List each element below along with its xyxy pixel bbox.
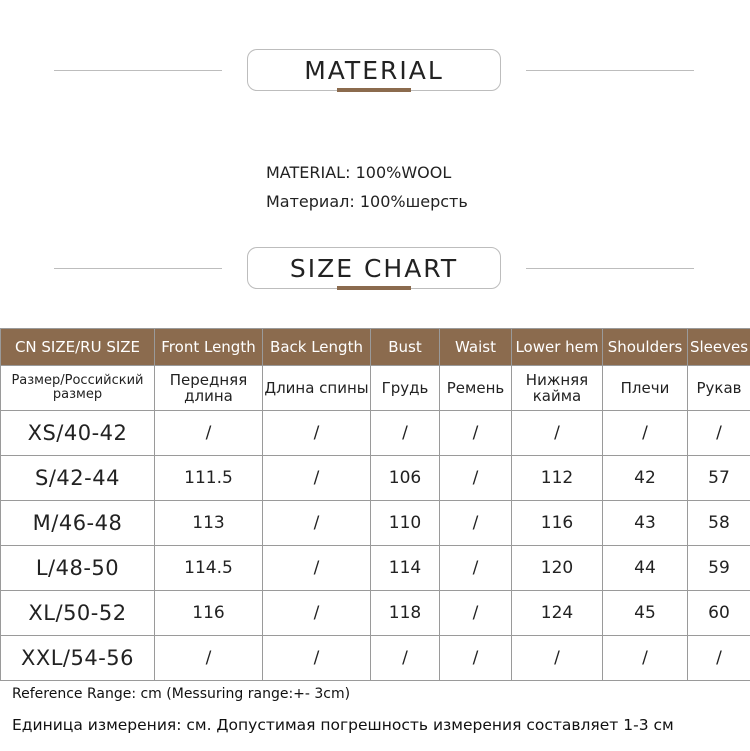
- column-header: CN SIZE/RU SIZE: [1, 329, 155, 366]
- table-cell: 111.5: [155, 456, 263, 501]
- material-title: MATERIAL: [247, 49, 501, 91]
- table-cell: 43: [603, 501, 688, 546]
- table-cell: 114: [371, 546, 440, 591]
- table-cell: XS/40-42: [1, 411, 155, 456]
- table-cell: /: [440, 456, 512, 501]
- table-cell: 118: [371, 591, 440, 636]
- table-cell: /: [512, 411, 603, 456]
- table-cell: /: [155, 636, 263, 681]
- column-header-ru: Нижняя кайма: [512, 366, 603, 411]
- table-cell: /: [440, 546, 512, 591]
- material-value: 100%шерсть: [359, 192, 468, 211]
- divider-left: [54, 70, 222, 71]
- column-header-ru: Передняя длина: [155, 366, 263, 411]
- column-header: Lower hem: [512, 329, 603, 366]
- table-cell: 58: [688, 501, 750, 546]
- column-header-ru: Грудь: [371, 366, 440, 411]
- table-row: [1, 591, 750, 636]
- table-cell: 106: [371, 456, 440, 501]
- size-table: [0, 328, 750, 681]
- size-chart-title: SIZE CHART: [247, 247, 501, 289]
- title-underline: [337, 88, 411, 92]
- table-cell: /: [688, 411, 750, 456]
- column-header: Back Length: [263, 329, 371, 366]
- table-cell: 113: [155, 501, 263, 546]
- divider-right: [526, 268, 694, 269]
- table-cell: 110: [371, 501, 440, 546]
- table-cell: XXL/54-56: [1, 636, 155, 681]
- table-cell: 116: [512, 501, 603, 546]
- material-label: Материал:: [266, 192, 355, 211]
- table-cell: 45: [603, 591, 688, 636]
- table-cell: 57: [688, 456, 750, 501]
- divider-right: [526, 70, 694, 71]
- table-cell: /: [603, 636, 688, 681]
- table-cell: 59: [688, 546, 750, 591]
- table-row: [1, 411, 750, 456]
- table-cell: /: [603, 411, 688, 456]
- table-cell: /: [688, 636, 750, 681]
- header-row-en: [1, 329, 750, 366]
- column-header-ru: Длина спины: [263, 366, 371, 411]
- unit-note-ru: Единица измерения: см. Допустимая погрешность измерения составляет 1-3 см: [12, 716, 674, 734]
- table-row: [1, 636, 750, 681]
- table-cell: /: [440, 636, 512, 681]
- title-underline: [337, 286, 411, 290]
- table-cell: /: [440, 591, 512, 636]
- table-row: [1, 456, 750, 501]
- column-header: Sleeves: [688, 329, 750, 366]
- table-cell: /: [512, 636, 603, 681]
- table-cell: 124: [512, 591, 603, 636]
- table-cell: /: [263, 456, 371, 501]
- material-header: [0, 49, 750, 93]
- material-label: MATERIAL:: [266, 163, 351, 182]
- table-cell: 114.5: [155, 546, 263, 591]
- table-cell: /: [440, 411, 512, 456]
- table-cell: /: [371, 411, 440, 456]
- size-chart-header: [0, 247, 750, 291]
- table-cell: /: [371, 636, 440, 681]
- column-header: Front Length: [155, 329, 263, 366]
- table-cell: 44: [603, 546, 688, 591]
- table-row: [1, 501, 750, 546]
- reference-note: Reference Range: cm (Messuring range:+- 3cm): [12, 686, 351, 702]
- table-cell: /: [263, 501, 371, 546]
- divider-left: [54, 268, 222, 269]
- column-header: Bust: [371, 329, 440, 366]
- table-cell: /: [263, 636, 371, 681]
- column-header-ru: Ремень: [440, 366, 512, 411]
- table-cell: /: [263, 591, 371, 636]
- table-cell: 120: [512, 546, 603, 591]
- column-header: Shoulders: [603, 329, 688, 366]
- material-value: 100%WOOL: [355, 163, 452, 182]
- material-line-en: [266, 158, 468, 187]
- table-cell: S/42-44: [1, 456, 155, 501]
- table-cell: 42: [603, 456, 688, 501]
- table-cell: L/48-50: [1, 546, 155, 591]
- table-cell: 60: [688, 591, 750, 636]
- material-info: [266, 158, 468, 216]
- table-cell: /: [440, 501, 512, 546]
- header-row-ru: [1, 366, 750, 411]
- material-line-ru: [266, 187, 468, 216]
- column-header: Waist: [440, 329, 512, 366]
- column-header-ru: Плечи: [603, 366, 688, 411]
- table-cell: 116: [155, 591, 263, 636]
- column-header-ru: Размер/Российский размер: [1, 366, 155, 411]
- table-cell: /: [263, 546, 371, 591]
- table-row: [1, 546, 750, 591]
- column-header-ru: Рукав: [688, 366, 750, 411]
- table-cell: /: [263, 411, 371, 456]
- table-cell: /: [155, 411, 263, 456]
- table-cell: XL/50-52: [1, 591, 155, 636]
- table-cell: 112: [512, 456, 603, 501]
- table-cell: M/46-48: [1, 501, 155, 546]
